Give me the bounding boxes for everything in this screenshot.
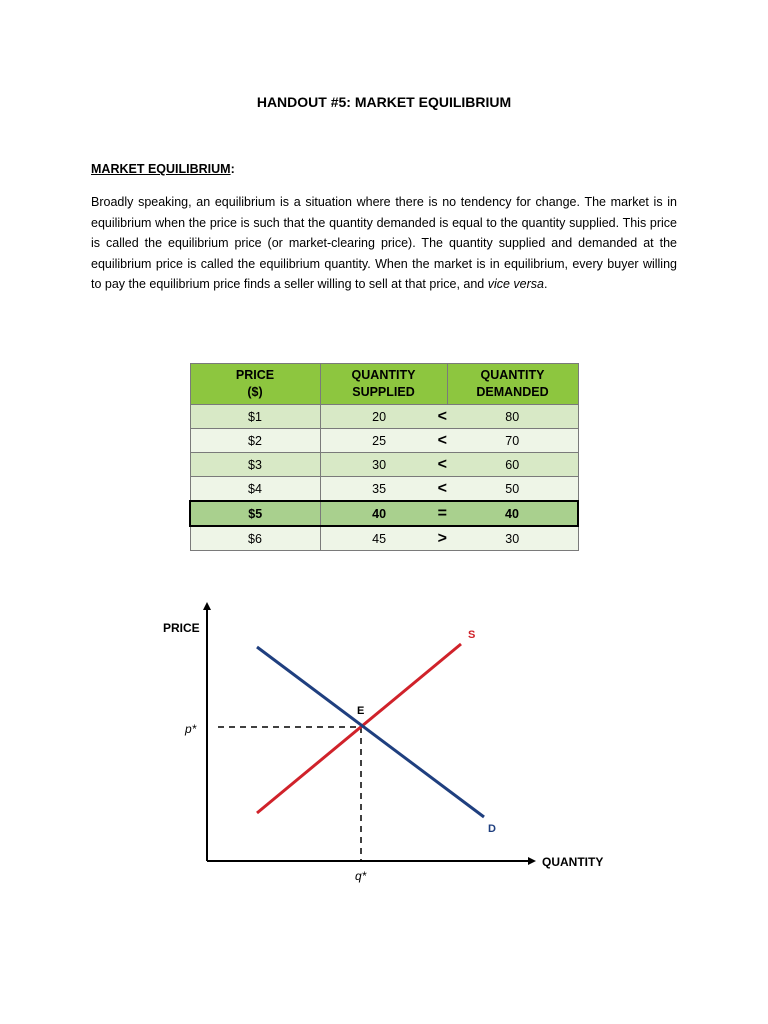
quantity-marker: q* bbox=[355, 869, 367, 883]
comparison-symbol: < bbox=[438, 477, 447, 502]
price-cell: $5 bbox=[190, 501, 320, 526]
header-quantity-demanded: QUANTITY DEMANDED bbox=[447, 364, 578, 405]
section-heading-colon: : bbox=[230, 162, 235, 176]
table-row bbox=[190, 429, 578, 453]
supplied-cell: 45 bbox=[320, 526, 438, 551]
price-cell: $3 bbox=[190, 453, 320, 477]
demanded-cell: 60 bbox=[447, 453, 578, 477]
supplied-cell: 40 bbox=[320, 501, 438, 526]
price-cell: $2 bbox=[190, 429, 320, 453]
demanded-cell: 80 bbox=[447, 405, 578, 429]
y-axis-arrow bbox=[203, 602, 211, 610]
table-header-row bbox=[190, 364, 578, 405]
comparison-symbol: < bbox=[438, 453, 447, 477]
paragraph-end: . bbox=[544, 277, 548, 291]
price-cell: $6 bbox=[190, 526, 320, 551]
header-price: PRICE ($) bbox=[190, 364, 320, 405]
intro-paragraph bbox=[91, 192, 677, 295]
supplied-cell: 30 bbox=[320, 453, 438, 477]
comparison-symbol: > bbox=[438, 526, 447, 551]
paragraph-body: Broadly speaking, an equilibrium is a situation where there is no tendency for change. The market is in equilibrium when the price is such that the quantity demanded is equal to the quantity supplied. This price is called the equilibrium price (or market-clearing price). The quantity supplied and demanded at the equilibrium price is called the equilibrium quantity. When the market is in equilibrium, every buyer willing to pay the equilibrium price finds a seller willing to sell at that price, and bbox=[91, 195, 677, 291]
section-heading bbox=[91, 162, 235, 176]
equilibrium-label: E bbox=[357, 705, 365, 717]
table-row bbox=[190, 526, 578, 551]
handout-title: HANDOUT #5: MARKET EQUILIBRIUM bbox=[256, 94, 512, 110]
equilibrium-table bbox=[189, 363, 579, 551]
supplied-cell: 20 bbox=[320, 405, 438, 429]
price-cell: $4 bbox=[190, 477, 320, 502]
demand-label: D bbox=[488, 823, 496, 835]
table-row bbox=[190, 453, 578, 477]
supply-label: S bbox=[468, 629, 476, 641]
x-axis-label: QUANTITY bbox=[542, 855, 604, 869]
demanded-cell: 50 bbox=[447, 477, 578, 502]
header-quantity-supplied: QUANTITY SUPPLIED bbox=[320, 364, 447, 405]
section-heading-text: MARKET EQUILIBRIUM bbox=[91, 162, 231, 176]
demand-curve bbox=[257, 647, 484, 817]
supplied-cell: 35 bbox=[320, 477, 438, 502]
x-axis-arrow bbox=[528, 857, 536, 865]
table-row bbox=[190, 405, 578, 429]
demanded-cell: 70 bbox=[447, 429, 578, 453]
comparison-symbol: < bbox=[438, 405, 447, 429]
comparison-symbol: = bbox=[438, 501, 447, 526]
supplied-cell: 25 bbox=[320, 429, 438, 453]
table-row bbox=[190, 477, 578, 502]
comparison-symbol: < bbox=[438, 429, 447, 453]
equilibrium-row bbox=[190, 501, 578, 526]
price-cell: $1 bbox=[190, 405, 320, 429]
paragraph-italic: vice versa bbox=[487, 277, 545, 291]
y-axis-label: PRICE bbox=[163, 621, 200, 635]
supply-demand-graph bbox=[158, 590, 610, 886]
demanded-cell: 30 bbox=[447, 526, 578, 551]
demanded-cell: 40 bbox=[447, 501, 578, 526]
price-marker: p* bbox=[185, 722, 197, 736]
